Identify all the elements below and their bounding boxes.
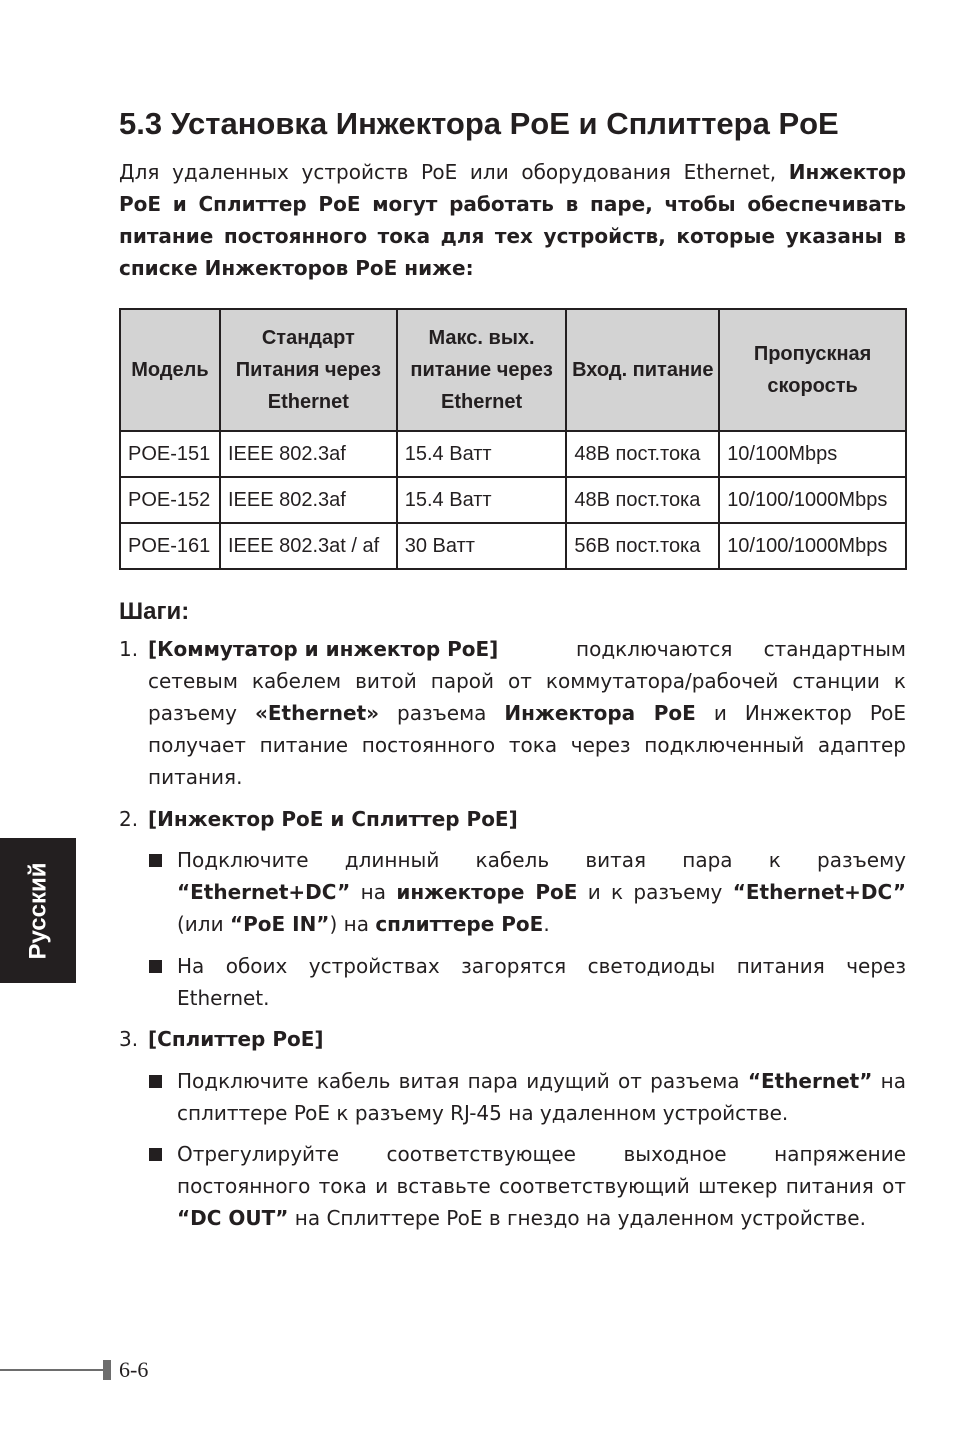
- header-input-power: Вход. питание: [566, 309, 719, 431]
- header-max-output: Макс. вых. питание через Ethernet: [397, 309, 567, 431]
- step-3-number: 3.: [119, 1027, 139, 1051]
- bullet-square-icon: [149, 1075, 162, 1088]
- table-row: [120, 431, 906, 477]
- bullet-text: Подключите кабель витая пара идущий от разъема: [177, 1069, 740, 1093]
- connector-dc-out: “DC OUT”: [177, 1206, 289, 1230]
- section-title: 5.3 Установка Инжектора PoE и Сплиттера PoE: [119, 106, 839, 141]
- intro-bold: Инжектор PoE и Сплиттер PoE могут работать в паре, чтобы обеспечивать питание постоянного тока для тех устройств, которые указаны в списке Инжекторов PoE ниже:: [119, 160, 907, 280]
- table-row: [120, 477, 906, 523]
- table-cell: 15.4 Ватт: [397, 477, 567, 523]
- bullet-text: на сплиттере PoE к разъему RJ-45 на удаленном устройстве.: [177, 1069, 906, 1125]
- language-side-tab: [0, 838, 76, 983]
- header-throughput: Пропускная скорость: [719, 309, 906, 431]
- steps-title: Шаги:: [119, 598, 190, 625]
- bullet-text: (или: [177, 912, 224, 936]
- step-1-t1: подключаются стандартным сетевым кабелем витой парой от коммутатора/рабочей станции к разъему: [148, 637, 906, 725]
- bullet-text: .: [543, 912, 550, 936]
- footer-rule: [0, 1369, 103, 1371]
- step-2-number: 2.: [119, 807, 139, 831]
- bullet-text: Подключите длинный кабель витая пара к разъему: [177, 848, 906, 872]
- table-cell: IEEE 802.3at / af: [220, 523, 397, 569]
- injector-poe-label: инжекторе PoE: [396, 880, 578, 904]
- bullet-text: и к разъему: [587, 880, 723, 904]
- connector-ethernet: “Ethernet”: [747, 1069, 873, 1093]
- connector-poe-in: “PoE IN”: [229, 912, 330, 936]
- step-1-title: [Коммутатор и инжектор PoE]: [148, 637, 499, 661]
- bullet-text: на: [360, 880, 386, 904]
- table-header-row: [120, 309, 906, 431]
- table-cell: POE-151: [120, 431, 220, 477]
- intro-paragraph: [119, 156, 906, 284]
- bullet-text: Отрегулируйте соответствующее выходное напряжение постоянного тока и вставьте соответствующий штекер питания от: [177, 1142, 906, 1198]
- connector-ethernet-dc: “Ethernet+DC”: [732, 880, 907, 904]
- bullet-text: ) на: [329, 912, 369, 936]
- table-cell: POE-161: [120, 523, 220, 569]
- splitter-poe-label: сплиттере PoE: [375, 912, 544, 936]
- step-3-bullet-1: [148, 1065, 906, 1129]
- step-2-heading: [119, 803, 518, 835]
- step-1-b2: Инжектора PoE: [504, 701, 696, 725]
- bullet-square-icon: [149, 854, 162, 867]
- table-cell: 48В пост.тока: [566, 477, 719, 523]
- step-3-heading: [119, 1023, 324, 1055]
- table-cell: IEEE 802.3af: [220, 431, 397, 477]
- language-label: Русский: [24, 862, 52, 959]
- table-cell: POE-152: [120, 477, 220, 523]
- step-3-bullet-2: [148, 1138, 906, 1234]
- connector-ethernet-dc: “Ethernet+DC”: [177, 880, 351, 904]
- step-2-title: [Инжектор PoE и Сплиттер PoE]: [148, 807, 518, 831]
- table-cell: 48В пост.тока: [566, 431, 719, 477]
- table-row: [120, 523, 906, 569]
- step-1-number: 1.: [119, 637, 139, 661]
- table-cell: 10/100Mbps: [719, 431, 906, 477]
- bullet-text: На обоих устройствах загорятся светодиоды питания через Ethernet.: [177, 954, 906, 1010]
- step-1-t2: разъема: [397, 701, 487, 725]
- intro-plain: Для удаленных устройств PoE или оборудования Ethernet,: [119, 160, 777, 184]
- step-2-bullet-1: [148, 844, 906, 940]
- bullet-square-icon: [149, 960, 162, 973]
- table-cell: 56В пост.тока: [566, 523, 719, 569]
- step-1-t3: и Инжектор PoE получает питание постоянного тока через подключенный адаптер питания.: [148, 701, 907, 789]
- step-2-bullet-2: [148, 950, 906, 1014]
- table-cell: 15.4 Ватт: [397, 431, 567, 477]
- bullet-text: на Сплиттере PoE в гнездо на удаленном устройстве.: [294, 1206, 866, 1230]
- poe-models-table: [119, 308, 907, 570]
- step-1-text: [148, 633, 906, 793]
- table-cell: 30 Ватт: [397, 523, 567, 569]
- table-cell: 10/100/1000Mbps: [719, 523, 906, 569]
- bullet-square-icon: [149, 1148, 162, 1161]
- page-number: 6-6: [119, 1357, 149, 1382]
- header-model: Модель: [120, 309, 220, 431]
- table-cell: 10/100/1000Mbps: [719, 477, 906, 523]
- step-1-b1: «Ethernet»: [254, 701, 380, 725]
- header-poe-standard: Стандарт Питания через Ethernet: [220, 309, 397, 431]
- table-cell: IEEE 802.3af: [220, 477, 397, 523]
- footer-marker: [103, 1360, 111, 1380]
- step-3-title: [Сплиттер PoE]: [148, 1027, 324, 1051]
